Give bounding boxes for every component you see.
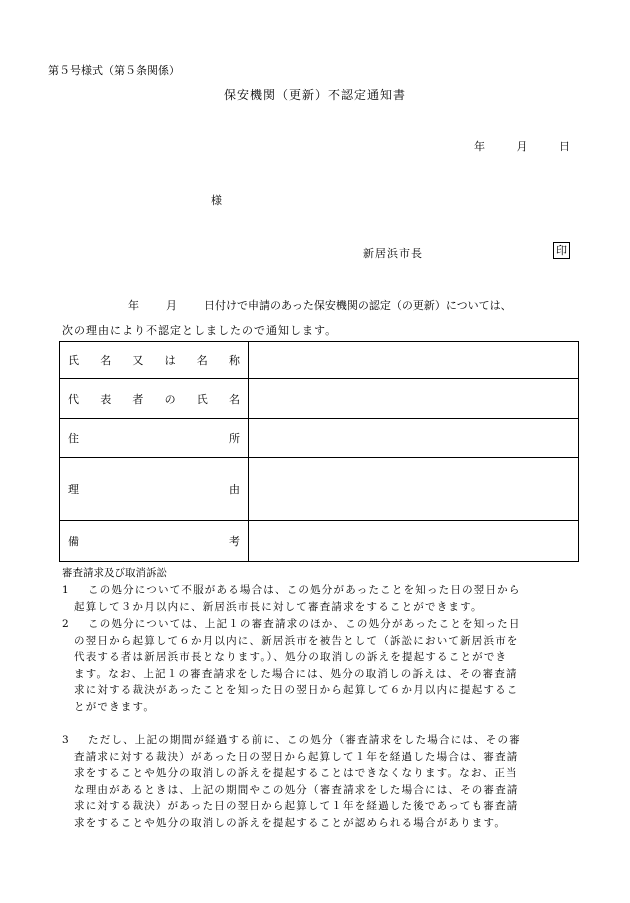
appeal-item-line: この処分について不服がある場合は、この処分があったことを知った日の翌日から	[88, 584, 521, 596]
appeal-item-line: の翌日から起算して６か月以内に、新居浜市を被告として（訴訟において新居浜市を	[74, 634, 519, 647]
appeal-item-1	[62, 582, 584, 615]
value-remarks	[249, 521, 579, 562]
label-remarks	[60, 521, 249, 562]
issuer-name: 新居浜市長	[363, 247, 423, 260]
table-label-char: 所	[229, 432, 240, 445]
appeal-item-line: 求をすることや処分の取消しの訴えを提起することはできなくなります。なお、正当	[74, 767, 518, 780]
intro-year: 年	[128, 299, 139, 312]
label-name	[60, 342, 249, 379]
appeal-item-line: とができます。	[74, 700, 156, 713]
table-label-char: 代	[68, 392, 79, 406]
intro-line-1	[62, 297, 512, 313]
value-representative	[249, 379, 579, 419]
table-row-representative	[60, 379, 579, 419]
table-label-char: 住	[68, 432, 79, 445]
appeal-item-number: 2	[62, 618, 69, 630]
appeal-item-number: 1	[62, 584, 69, 596]
appeal-item-line: な理由があるときは、上記の期間やこの処分（審査請求をした場合には、その審査請	[74, 783, 519, 796]
appeal-heading: 審査請求及び取消訴訟	[62, 567, 167, 579]
date-day: 日	[559, 140, 570, 153]
table-row-address	[60, 419, 579, 458]
appeal-item-line: ただし、上記の期間が経過する前に、この処分（審査請求をした場合には、その審	[88, 734, 521, 746]
appeal-item-line: この処分については、上記１の審査請求のほか、この処分があったことを知った日	[88, 618, 521, 630]
table-row-name	[60, 342, 579, 379]
value-name	[249, 342, 579, 379]
appeal-item-line: ます。なお、上記１の審査請求をした場合には、処分の取消しの訴えは、その審査請	[74, 667, 518, 680]
table-label-char: は	[164, 354, 176, 367]
table-label-char: の	[164, 392, 176, 406]
table-label-char: 称	[228, 354, 240, 367]
table-label-char: 名	[100, 354, 112, 367]
date-year: 年	[474, 140, 485, 153]
appeal-item-3	[62, 732, 584, 832]
table-label-char: 者	[132, 392, 144, 406]
label-address	[60, 419, 249, 458]
document-title: 保安機関（更新）不認定通知書	[223, 88, 406, 102]
value-address	[249, 419, 579, 458]
table-label-char: 考	[229, 535, 240, 548]
table-label-char: 由	[229, 483, 240, 496]
intro-line-2: 次の理由により不認定としましたので通知します。	[62, 324, 338, 337]
intro-month: 月	[166, 299, 177, 312]
seal-mark: 印	[553, 242, 570, 259]
form-number: 第５号様式（第５条関係）	[48, 64, 180, 77]
table-label-char: 氏	[196, 392, 208, 406]
table-label-char: 名	[228, 392, 240, 406]
label-representative	[60, 379, 249, 419]
addressee-suffix: 様	[211, 194, 222, 207]
value-reason	[249, 458, 579, 521]
label-reason	[60, 458, 249, 521]
table-label-char: 理	[68, 483, 79, 496]
appeal-item-line: 査請求に対する裁決）があった日の翌日から起算して１年を経過した場合は、審査請	[74, 750, 519, 763]
appeal-item-line: 求をすることや処分の取消しの訴えを提起することが認められる場合があります。	[74, 816, 507, 829]
appeal-item-line: 求に対する裁決）があった日の翌日から起算して１年を経過した後であっても審査請	[74, 800, 519, 813]
issue-date	[474, 138, 570, 154]
table-label-char: 又	[132, 354, 144, 367]
appeal-item-line: 起算して３か月以内に、新居浜市長に対して審査請求をすることができます。	[74, 600, 483, 613]
intro-rest: 日付けで申請のあった保安機関の認定（の更新）については、	[204, 299, 512, 312]
appeal-item-line: 代表する者は新居浜市長となります。）、処分の取消しの訴えを提起することができ	[74, 651, 508, 664]
table-label-char: 備	[68, 535, 79, 548]
appeal-item-2	[62, 616, 584, 716]
details-table	[59, 341, 579, 562]
table-label-char: 名	[196, 354, 208, 367]
table-label-char: 表	[100, 392, 112, 406]
table-label-char: 氏	[68, 354, 79, 367]
appeal-item-number: 3	[62, 734, 69, 746]
appeal-item-line: 求に対する裁決があったことを知った日の翌日から起算して６か月以内に提起するこ	[74, 684, 519, 697]
table-row-reason	[60, 458, 579, 521]
date-month: 月	[516, 140, 528, 153]
table-row-remarks	[60, 521, 579, 562]
